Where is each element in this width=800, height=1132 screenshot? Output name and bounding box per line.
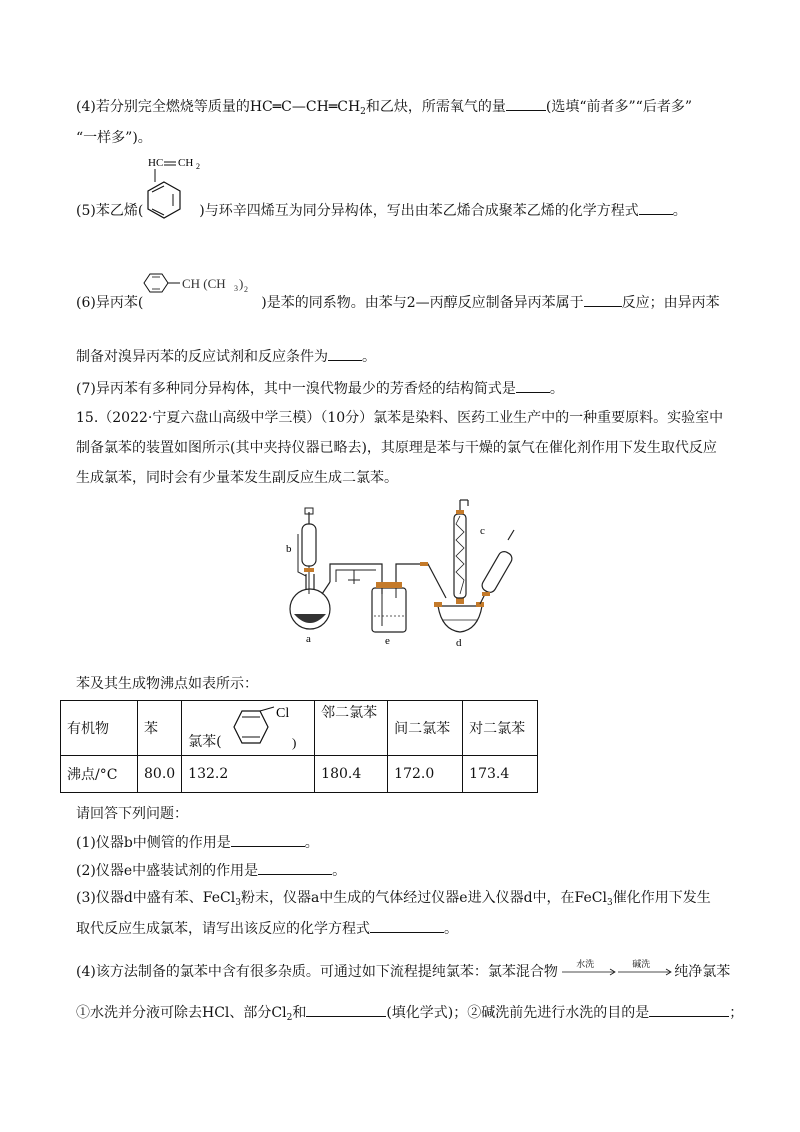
sub-q3-text-b: 粉末，仪器a中生成的气体经过仪器e进入仪器d中，在FeCl xyxy=(240,890,607,906)
q15-text-1: 15.（2022·宁夏六盘山高级中学三模）（10分）氯苯是染料、医药工业生产中的一种重要原料。实验室中 xyxy=(76,410,724,426)
q5-text-post: )与环辛四烯互为同分异构体，写出由苯乙烯合成聚苯乙烯的化学方程式 xyxy=(199,203,639,219)
sub-q3-end: 。 xyxy=(444,921,458,937)
sub-q1-text: (1)仪器b中侧管的作用是 xyxy=(76,835,231,851)
flask-d xyxy=(434,598,484,632)
q6-text-pre: (6)异丙苯( xyxy=(76,295,144,311)
q6-line1 xyxy=(76,292,720,313)
q6-text-post: )是苯的同系物。由苯与2—丙醇反应制备异丙苯属于 xyxy=(261,295,584,311)
sub-q3-line1 xyxy=(76,888,711,908)
sub-q3-text-c: 催化作用下发生 xyxy=(612,890,711,906)
sub-q1 xyxy=(76,832,319,853)
q6-text-line2: 制备对溴异丙苯的反应试剂和反应条件为 xyxy=(76,349,328,365)
sub-q4-text: (4)该方法制备的氯苯中含有很多杂质。可通过如下流程提纯氯苯：氯苯混合物 xyxy=(76,964,558,980)
sub-q5-end: ； xyxy=(729,1005,744,1021)
q7-text-end: 。 xyxy=(549,381,564,397)
answer-blank[interactable] xyxy=(231,832,305,847)
header-cell-chlorobenzene xyxy=(182,701,315,756)
wash-arrow-2 xyxy=(618,960,674,979)
q15-line2 xyxy=(76,438,717,458)
value-cell: 80.0 xyxy=(138,756,182,793)
answer-blank[interactable] xyxy=(639,200,673,215)
boiling-point-table xyxy=(60,700,538,793)
wash-arrow-1 xyxy=(562,960,618,979)
value-cell: 172.0 xyxy=(388,756,463,793)
q7-line xyxy=(76,378,564,399)
subscript: 3 xyxy=(606,898,613,908)
arrow-label-1: 水洗 xyxy=(576,960,595,970)
q15-text-3: 生成氯苯，同时会有少量苯发生副反应生成二氯苯。 xyxy=(76,470,398,486)
struct-ch2-sub: 2 xyxy=(196,162,200,171)
questions-intro-text: 请回答下列问题： xyxy=(76,806,188,822)
q4-text-d: “一样多”)。 xyxy=(76,130,152,146)
q15-line1 xyxy=(76,408,723,428)
cumene-sub: 3 xyxy=(234,284,238,293)
answer-blank[interactable] xyxy=(506,96,546,111)
q7-text: (7)异丙苯有多种同分异构体，其中一溴代物最少的芳香烃的结构简式是 xyxy=(76,381,516,397)
table-intro xyxy=(76,674,258,694)
q15-text-2: 制备氯苯的装置如图所示(其中夹持仪器已略去)，其原理是苯与干燥的氯气在催化剂作用下发生取代反应 xyxy=(76,440,717,456)
q15-line3 xyxy=(76,468,398,488)
q4-text-a: (4)若分别完全燃烧等质量的HC═C—CH═CH xyxy=(76,99,361,115)
chlorobenzene-label: 氯苯( xyxy=(188,734,222,750)
flask-a xyxy=(290,574,330,629)
subscript: 2 xyxy=(360,107,366,117)
q6-text-post2: 反应；由异丙苯 xyxy=(621,295,720,311)
cumene-label: CH (CH xyxy=(182,276,226,291)
sub-q2-text: (2)仪器e中盛装试剂的作用是 xyxy=(76,863,259,879)
table-row xyxy=(61,756,538,793)
sub-q5-text-c: (填化学式)；②碱洗前先进行水洗的目的是 xyxy=(386,1005,650,1021)
apparatus-diagram xyxy=(270,494,530,654)
answer-blank[interactable] xyxy=(306,1002,386,1017)
header-cell: 苯 xyxy=(138,701,182,756)
q4-text-c: (选填“前者多”“后者多” xyxy=(545,99,692,115)
answer-blank[interactable] xyxy=(649,1002,729,1017)
sub-q5-text-b: 和 xyxy=(292,1005,307,1021)
chlorobenzene-structure xyxy=(222,703,304,751)
header-cell: 邻二氯苯 xyxy=(315,701,388,756)
funnel-b xyxy=(298,508,316,594)
label-d: d xyxy=(456,637,462,649)
sub-q3-line2 xyxy=(76,918,458,939)
label-a: a xyxy=(306,633,311,645)
answer-blank[interactable] xyxy=(328,346,362,361)
sub-q2-end: 。 xyxy=(332,863,347,879)
struct-ch2-label: CH xyxy=(178,157,194,169)
struct-hc-label: HC xyxy=(148,157,164,169)
questions-intro xyxy=(76,804,188,824)
value-cell: 173.4 xyxy=(463,756,538,793)
q4-text-b: 和乙炔，所需氧气的量 xyxy=(365,99,506,115)
row-label-cell: 沸点/°C xyxy=(61,756,138,793)
header-cell: 对二氯苯 xyxy=(463,701,538,756)
subscript: 2 xyxy=(286,1013,293,1023)
label-c: c xyxy=(480,525,485,537)
q5-line xyxy=(76,200,687,221)
value-cell: 132.2 xyxy=(182,756,315,793)
sub-q5-text-a: ①水洗并分液可除去HCl、部分Cl xyxy=(76,1005,287,1021)
header-cell: 有机物 xyxy=(61,701,138,756)
answer-blank[interactable] xyxy=(258,860,332,875)
sub-q4-end: 纯净氯苯 xyxy=(674,964,731,980)
answer-blank[interactable] xyxy=(370,918,444,933)
sub-q2 xyxy=(76,860,346,881)
q5-text-pre: (5)苯乙烯( xyxy=(76,203,144,219)
table-row xyxy=(61,701,538,756)
subscript: 3 xyxy=(235,898,241,908)
sub-q4 xyxy=(76,962,730,982)
header-cell: 间二氯苯 xyxy=(388,701,463,756)
table-intro-text: 苯及其生成物沸点如表所示： xyxy=(76,676,258,692)
label-e: e xyxy=(385,635,390,647)
q4-line1 xyxy=(76,96,692,117)
arrow-label-2: 碱洗 xyxy=(632,960,651,970)
value-cell: 180.4 xyxy=(315,756,388,793)
answer-blank[interactable] xyxy=(584,292,622,307)
side-funnel xyxy=(480,530,514,604)
sub-q5 xyxy=(76,1002,743,1023)
q5-text-end: 。 xyxy=(672,203,687,219)
cumene-close: ) xyxy=(239,276,244,291)
cumene-sub2: 2 xyxy=(244,285,248,294)
answer-blank[interactable] xyxy=(516,378,550,393)
q4-line2 xyxy=(76,128,152,148)
label-b: b xyxy=(286,543,292,555)
sub-q1-end: 。 xyxy=(304,835,319,851)
sub-q3-text-a: (3)仪器d中盛有苯、FeCl xyxy=(76,890,236,906)
chlorobenzene-close: ) xyxy=(292,735,297,750)
condenser-c xyxy=(454,500,468,598)
sub-q3-text-line2: 取代反应生成氯苯，请写出该反应的化学方程式 xyxy=(76,921,370,937)
cl-label: Cl xyxy=(276,706,290,721)
q6-text-line2-end: 。 xyxy=(362,349,376,365)
bottle-e xyxy=(372,582,406,632)
q6-line2 xyxy=(76,346,376,367)
